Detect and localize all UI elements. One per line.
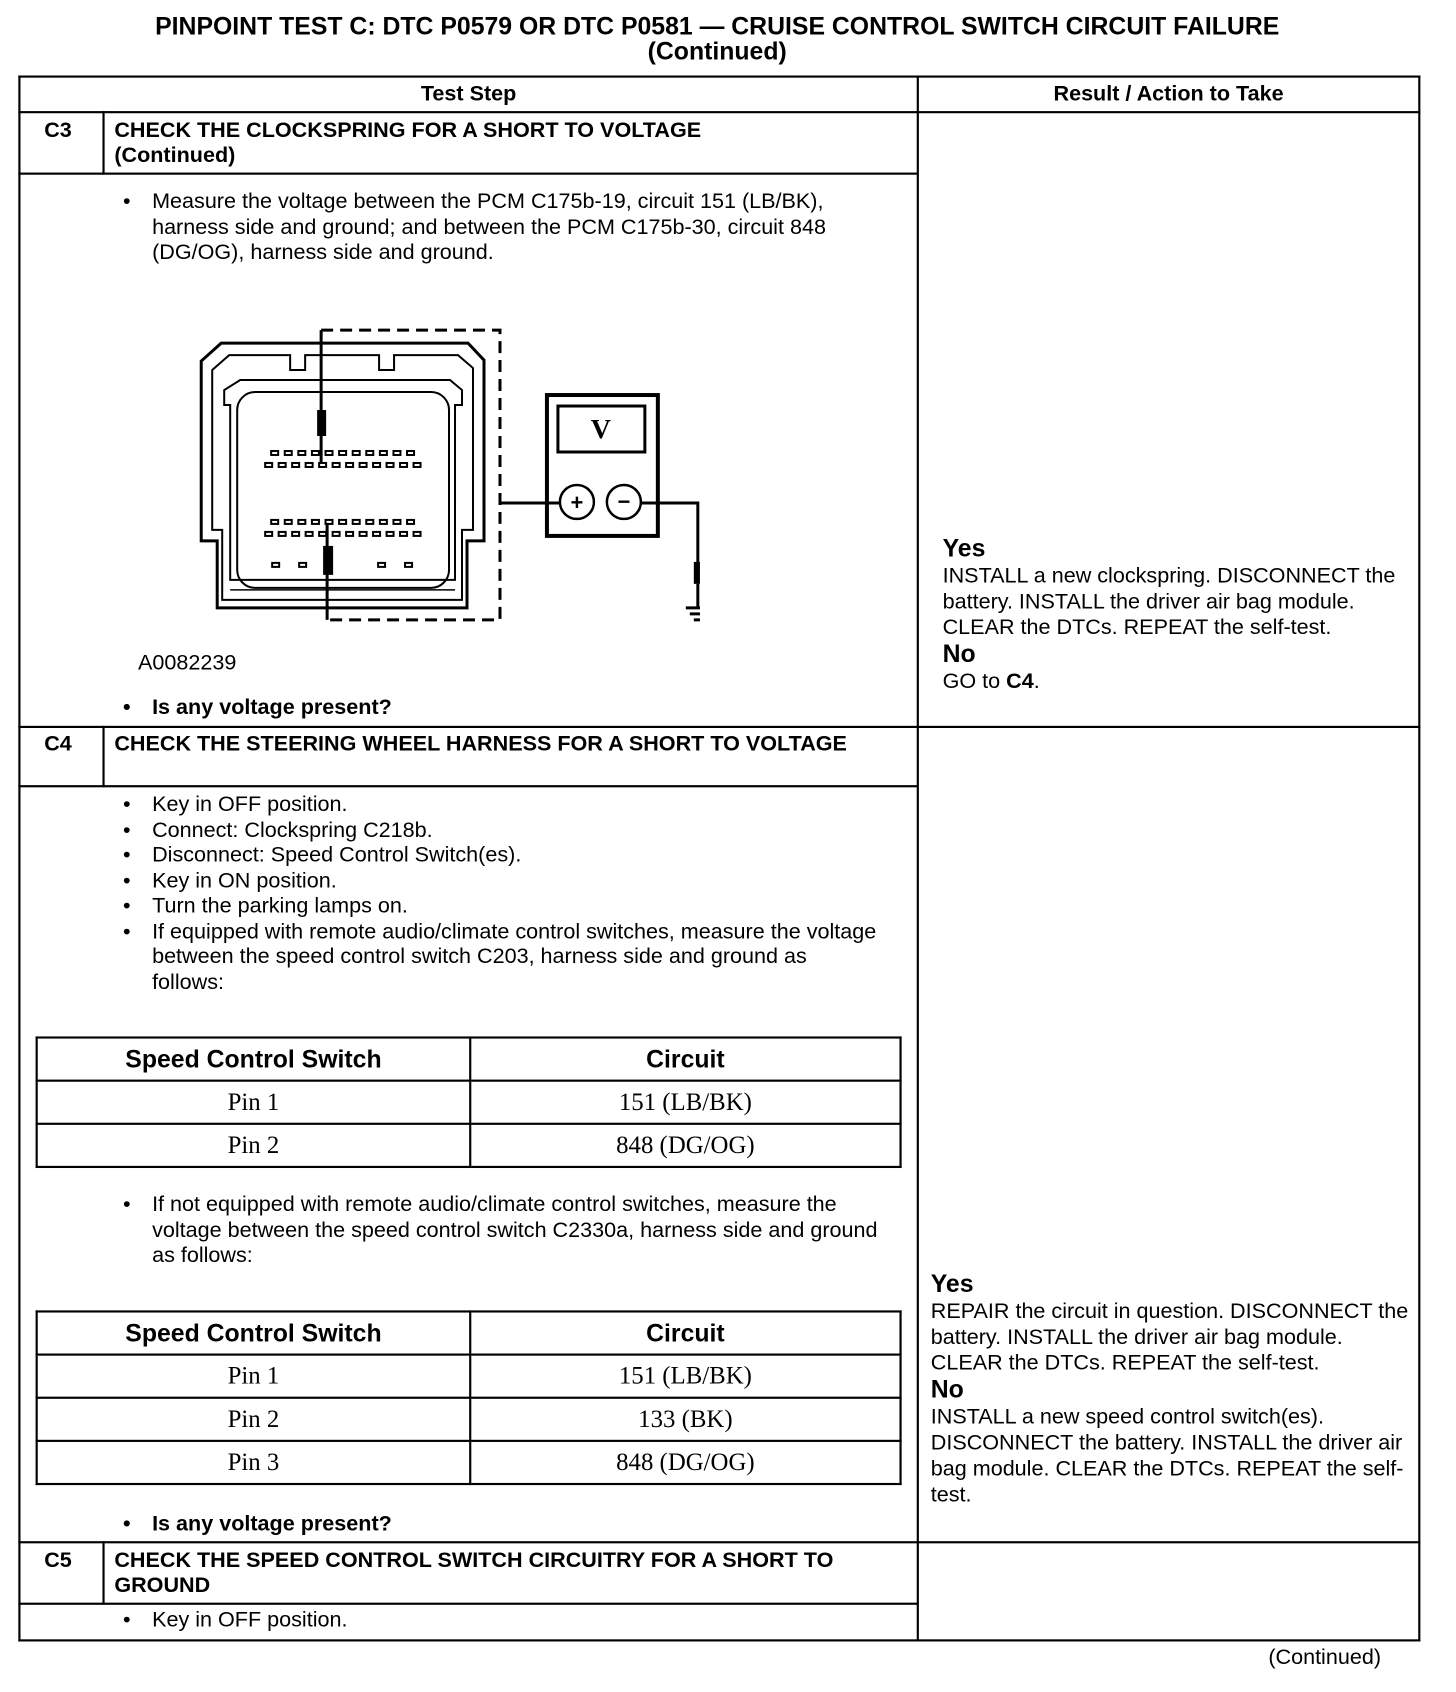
pin-slot	[279, 463, 286, 467]
instruction: • Turn the parking lamps on.	[114, 894, 880, 919]
connector-pins	[265, 451, 420, 567]
pin-slot	[393, 451, 400, 455]
pin-slot	[407, 451, 414, 455]
pin-slot	[298, 451, 305, 455]
step-title-c5: CHECK THE SPEED CONTROL SWITCH CIRCUITRY FOR A SHORT TO GROUND	[114, 1548, 834, 1598]
step-id-c4: C4	[44, 732, 72, 757]
svg-text:+: +	[570, 489, 584, 515]
instruction: • If equipped with remote audio/climate control switches, measure the voltage between the speed control switch C203, harness side and ground as follows:	[114, 919, 880, 995]
page-subtitle: (Continued)	[647, 36, 787, 65]
pin-slot	[298, 520, 305, 524]
table-row: Pin 3 848 (DG/OG)	[37, 1441, 901, 1484]
pin-slot	[292, 463, 299, 467]
pin-slot	[333, 463, 340, 467]
pin-slot	[319, 463, 326, 467]
header-test-step: Test Step	[420, 81, 517, 106]
c4-instruction-2: • If not equipped with remote audio/climate control switches, measure the voltage between the speed control switch C2330a, harness side and ground as follows:	[114, 1193, 880, 1269]
c5-instructions	[114, 1608, 347, 1633]
pin-slot	[380, 451, 387, 455]
pin-slot	[285, 451, 292, 455]
pin-slot	[405, 563, 412, 567]
voltmeter-icon	[547, 395, 658, 536]
no-action: GO to C4.	[942, 669, 1040, 694]
pin-slot	[414, 532, 421, 536]
pin-slot	[400, 463, 407, 467]
pin-slot	[292, 532, 299, 536]
pin-slot	[366, 520, 373, 524]
pin-slot	[387, 463, 394, 467]
pcm-connector-voltmeter-diagram	[180, 290, 700, 630]
instruction: • Measure the voltage between the PCM C175b-19, circuit 151 (LB/BK), harness side and ground; and between the PCM C175b-30, circuit 848 (DG/OG), harness side and ground.	[114, 190, 869, 266]
pin-slot	[265, 463, 272, 467]
pin-slot	[346, 463, 353, 467]
pin-slot	[387, 532, 394, 536]
pin-slot	[265, 532, 272, 536]
pin-slot	[400, 532, 407, 536]
pin-slot	[414, 463, 421, 467]
table-row: Pin 2 133 (BK)	[37, 1398, 901, 1441]
instruction: • Key in OFF position.	[114, 793, 880, 818]
pin-slot	[271, 520, 278, 524]
table-row: Pin 1 151 (LB/BK)	[37, 1355, 901, 1398]
pin-slot	[366, 451, 373, 455]
pin-slot	[339, 520, 346, 524]
meter-label: V	[590, 413, 612, 445]
c4-question: • Is any voltage present?	[114, 1512, 391, 1537]
pin-slot	[326, 451, 333, 455]
pin-slot	[380, 520, 387, 524]
step-id-c3: C3	[44, 118, 72, 143]
instruction: • Disconnect: Speed Control Switch(es).	[114, 843, 880, 868]
pin-slot	[333, 532, 340, 536]
yes-label: Yes	[942, 533, 986, 562]
pin-slot	[312, 451, 319, 455]
pin-slot	[360, 532, 367, 536]
yes-action: INSTALL a new clockspring. DISCONNECT the battery. INSTALL the driver air bag module. CLEAR the DTCs. REPEAT the self-test.	[942, 564, 1396, 640]
header-result: Result / Action to Take	[1053, 81, 1284, 106]
c3-question: • Is any voltage present?	[114, 696, 391, 721]
pin-slot	[279, 532, 286, 536]
pin-slot	[373, 532, 380, 536]
pin-slot	[353, 451, 360, 455]
pin-slot	[319, 532, 326, 536]
c4-result	[931, 1270, 1411, 1507]
no-label: No	[930, 1375, 964, 1404]
c4-instructions	[114, 793, 880, 996]
instruction: • Key in ON position.	[114, 869, 880, 894]
pin-slot	[378, 563, 385, 567]
yes-action: REPAIR the circuit in question. DISCONNECT the battery. INSTALL the driver air bag module. CLEAR the DTCs. REPEAT the self-test.	[930, 1299, 1409, 1376]
step-title-c3: CHECK THE CLOCKSPRING FOR A SHORT TO VOLTAGE (Continued)	[114, 118, 702, 168]
no-label: No	[942, 639, 976, 668]
pin-slot	[312, 520, 319, 524]
pin-slot	[339, 451, 346, 455]
svg-text:−: −	[617, 488, 631, 514]
table-row: Pin 2 848 (DG/OG)	[37, 1124, 901, 1167]
continued-footer: (Continued)	[1268, 1645, 1382, 1670]
c3-instructions	[114, 190, 869, 266]
yes-label: Yes	[930, 1269, 974, 1298]
no-action: INSTALL a new speed control switch(es). DISCONNECT the battery. INSTALL the driver air bag module. CLEAR the DTCs. REPEAT the self-test.	[930, 1405, 1404, 1507]
pin-slot	[360, 463, 367, 467]
pin-slot	[306, 463, 313, 467]
page-title: PINPOINT TEST C: DTC P0579 OR DTC P0581 — CRUISE CONTROL SWITCH CIRCUIT FAILURE	[155, 11, 1280, 40]
pin-slot	[407, 520, 414, 524]
pin-slot	[393, 520, 400, 524]
pin-slot	[272, 563, 279, 567]
step-title-c4: CHECK THE STEERING WHEEL HARNESS FOR A SHORT TO VOLTAGE	[114, 732, 847, 757]
pcm-connector-icon	[201, 343, 484, 608]
ground-icon	[686, 584, 700, 620]
pin-table-c203: Speed Control Switch Circuit Pin 1 151 (LB/BK) Pin 2 848 (DG/OG)	[36, 1036, 902, 1168]
goto-c4-link[interactable]: C4	[1006, 669, 1034, 694]
pin-slot	[346, 532, 353, 536]
table-row: Pin 1 151 (LB/BK)	[37, 1081, 901, 1124]
pin-slot	[299, 563, 306, 567]
pin-table-c2330a: Speed Control Switch Circuit Pin 1 151 (LB/BK) Pin 2 133 (BK) Pin 3 848 (DG/OG)	[36, 1310, 902, 1485]
pin-slot	[373, 463, 380, 467]
pin-slot	[306, 532, 313, 536]
pin-slot	[285, 520, 292, 524]
c3-result	[943, 535, 1407, 695]
pin-slot	[271, 451, 278, 455]
instruction: • Key in OFF position.	[114, 1608, 347, 1633]
pin-slot	[353, 520, 360, 524]
step-id-c5: C5	[44, 1548, 72, 1573]
instruction: • Connect: Clockspring C218b.	[114, 818, 880, 843]
figure-id: A0082239	[138, 651, 237, 676]
